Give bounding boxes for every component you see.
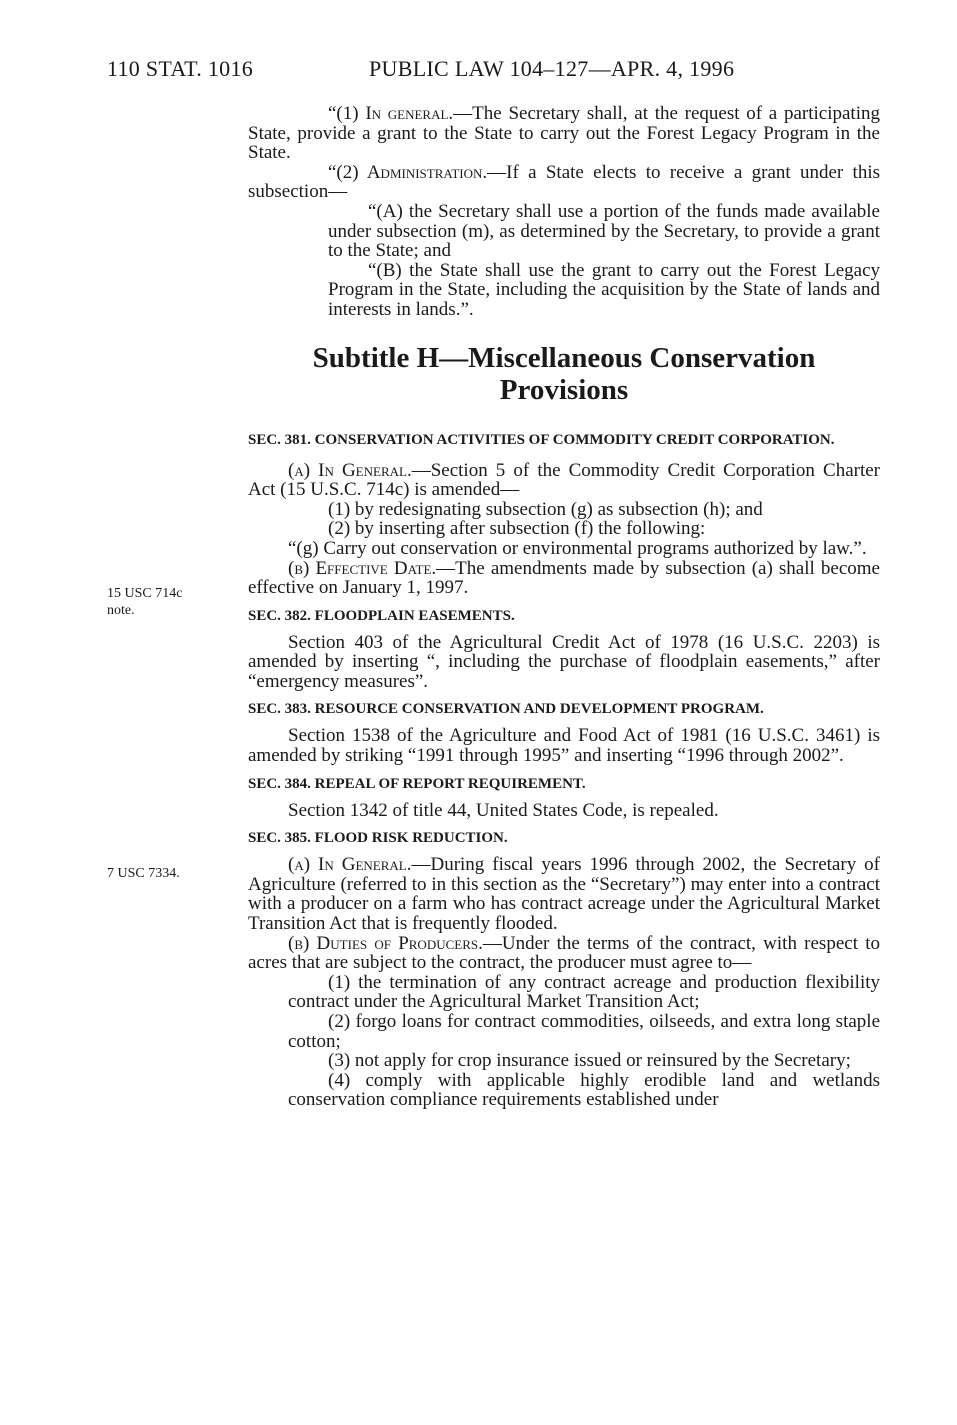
page-reference: 110 STAT. 1016 <box>107 56 254 81</box>
sec-383-text: Section 1538 of the Agriculture and Food Act of 1981 (16 U.S.C. 3461) is amended by striking “1991 through 1995” and inserting “1996 through 2002”. <box>248 725 880 767</box>
sec-381-subsection-a: (a) In General.—Section 5 of the Commodity Credit Corporation Charter Act (15 U.S.C. 714c) is amended— <box>248 459 880 501</box>
sec-385-item-3: (3) not apply for crop insurance issued or reinsured by the Secretary; <box>328 1050 851 1072</box>
prior-subparagraph-a: “(A) the Secretary shall use a portion of the funds made available under subsection (m), as determined by the Secretary, to provide a grant to the State; and <box>328 200 880 262</box>
sec-381-heading: SEC. 381. CONSERVATION ACTIVITIES OF COMMODITY CREDIT CORPORATION. <box>248 431 835 448</box>
sec-381-subsection-b: (b) Effective Date.—The amendments made by subsection (a) shall become effective on January 1, 1997. <box>248 557 880 599</box>
margin-note-7-usc-7334: 7 USC 7334. <box>107 866 180 881</box>
margin-note-15-usc-714c: 15 USC 714c note. <box>107 586 183 618</box>
sec-385-subsection-b: (b) Duties of Producers.—Under the terms of the contract, with respect to acres that are subject to the contract, the producer must agree to— <box>248 932 880 974</box>
sec-385-subsection-a: (a) In General.—During fiscal years 1996 through 2002, the Secretary of Agriculture (referred to in this section as the “Secretary”) may enter into a contract with a producer on a farm who has contract acreage under the Agricultural Market Transition Act that is frequently flooded. <box>248 854 881 935</box>
page-body <box>248 104 880 1110</box>
sec-383-heading: SEC. 383. RESOURCE CONSERVATION AND DEVELOPMENT PROGRAM. <box>248 701 764 718</box>
sec-385-heading: SEC. 385. FLOOD RISK REDUCTION. <box>248 830 508 847</box>
law-reference: PUBLIC LAW 104–127—APR. 4, 1996 <box>369 56 735 81</box>
subtitle-heading: Subtitle H—Miscellaneous Conservation Provisions <box>312 341 816 406</box>
sec-381-item-2: (2) by inserting after subsection (f) the following: <box>328 518 706 540</box>
sec-385-item-1: (1) the termination of any contract acreage and production flexibility contract under the Agricultural Market Transition Act; <box>288 971 880 1013</box>
sec-384-text: Section 1342 of title 44, United States Code, is repealed. <box>288 799 719 821</box>
sec-385-item-2: (2) forgo loans for contract commodities, oilseeds, and extra long staple cotton; <box>288 1011 880 1052</box>
sec-382-heading: SEC. 382. FLOODPLAIN EASEMENTS. <box>248 607 515 624</box>
sec-381-item-1: (1) by redesignating subsection (g) as subsection (h); and <box>328 498 763 520</box>
sec-384-heading: SEC. 384. REPEAL OF REPORT REQUIREMENT. <box>248 775 586 792</box>
sec-385-item-4: (4) comply with applicable highly erodible land and wetlands conservation compliance requirements established under <box>288 1069 880 1111</box>
sec-381-quote: “(g) Carry out conservation or environmental programs authorized by law.”. <box>288 537 867 559</box>
prior-subparagraph-b: “(B) the State shall use the grant to carry out the Forest Legacy Program in the State, including the acquisition by the State of lands and interests in lands.”. <box>328 259 880 320</box>
prior-paragraph-1: “(1) In general.—The Secretary shall, at the request of a participating State, provide a grant to the State to carry out the Forest Legacy Program in the State. <box>248 103 880 164</box>
sec-382-text: Section 403 of the Agricultural Credit Act of 1978 (16 U.S.C. 2203) is amended by inserting “, including the purchase of floodplain easements,” after “emergency measures”. <box>248 631 880 692</box>
prior-paragraph-2: “(2) Administration.—If a State elects to receive a grant under this subsection— <box>248 161 881 203</box>
